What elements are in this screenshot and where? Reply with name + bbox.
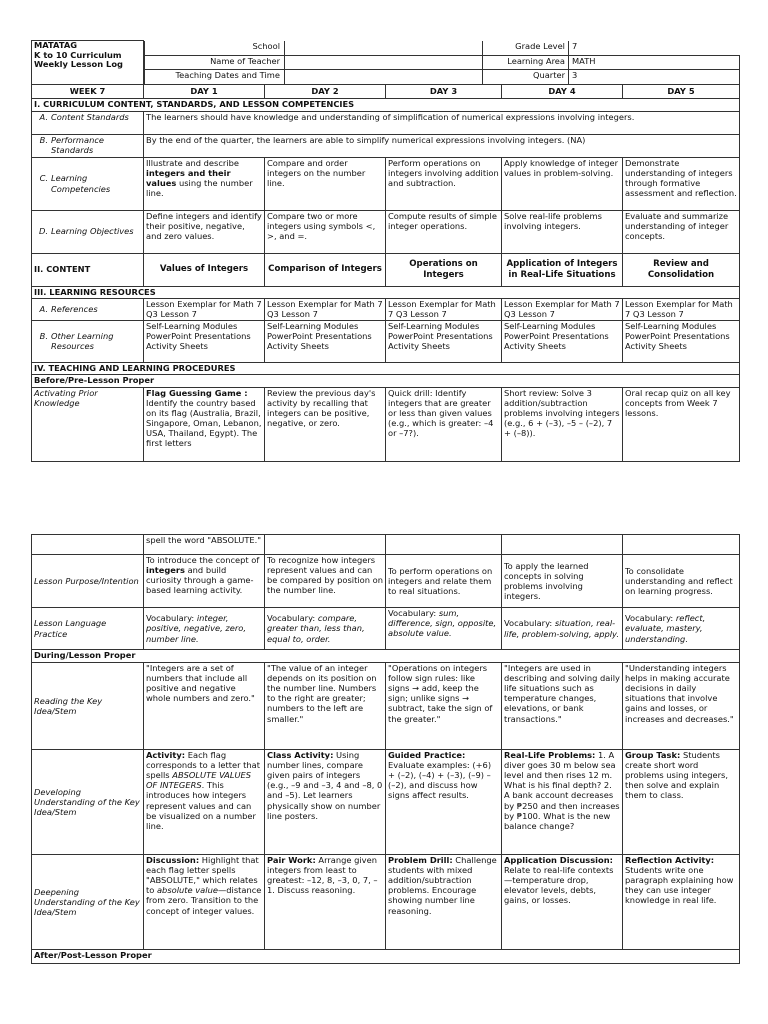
deepening-day-5-bold: Reflection Activity: [625, 855, 715, 865]
purpose-day-1-bold: integers [146, 565, 185, 576]
objective-day-2: Compare two or more integers using symbols <, >, and =. [265, 210, 386, 253]
purpose-label: Lesson Purpose/Intention [32, 555, 144, 608]
learning-competencies-label [32, 157, 144, 210]
header-row-3 [144, 69, 740, 84]
resource-item: PowerPoint Presentations [625, 330, 730, 341]
prior-cont-day-5 [623, 535, 740, 555]
vocabulary-prefix: Vocabulary: [267, 613, 318, 624]
competency-day-4: Apply knowledge of integer values in problem-solving. [502, 157, 623, 210]
competency-day-3: Perform operations on integers involving addition and subtraction. [386, 157, 502, 210]
prior-day-4: Short review: Solve 3 addition/subtraction problems involving integers (e.g., 6 + (–3), –5 – (–2), 7 + (–8)). [502, 387, 623, 461]
vocabulary-prefix: Vocabulary: [504, 618, 555, 629]
vocabulary-prefix: Vocabulary: [625, 613, 676, 624]
other-resources-prefix: B. [39, 330, 48, 341]
section-2-title: II. CONTENT [32, 253, 144, 286]
purpose-day-1-pre: To introduce the concept of [146, 555, 260, 565]
reference-day-3: Lesson Exemplar for Math 7 Q3 Lesson 7 [386, 298, 502, 320]
purpose-day-1-post: and build curiosity through a game-based learning activity. [146, 565, 254, 596]
developing-day-2-bold: Class Activity: [267, 750, 334, 760]
competency-day-2: Compare and order integers on the number line. [265, 157, 386, 210]
language-day-3 [386, 608, 502, 650]
grade-level-label: Grade Level [483, 41, 569, 55]
day-4-header: DAY 4 [502, 84, 623, 98]
deepening-day-3 [386, 855, 502, 950]
lesson-log-table-page-1 [31, 40, 740, 462]
deepening-day-4 [502, 855, 623, 950]
learning-objectives-prefix: D. [38, 226, 48, 237]
deepening-label: Deepening Understanding of the Key Idea/Stem [32, 855, 144, 950]
deepening-day-1-ital: absolute value [156, 885, 218, 896]
resources-day-5 [623, 320, 740, 362]
competency-day-1-pre: Illustrate and describe [146, 157, 239, 168]
dates-field[interactable] [285, 70, 483, 84]
content-standards-prefix: A. [39, 111, 48, 122]
section-1-title: I. CURRICULUM CONTENT, STANDARDS, AND LESSON COMPETENCIES [32, 98, 740, 111]
key-idea-day-5: "Understanding integers helps in making accurate decisions in daily situations that involve gains and losses, or increases and decreases." [623, 663, 740, 750]
learning-area-label: Learning Area [483, 56, 569, 69]
teacher-field[interactable] [285, 56, 483, 69]
purpose-day-1 [144, 555, 265, 608]
vocabulary-day-3: sum, difference, sign, opposite, absolute value. [388, 608, 497, 639]
developing-label: Developing Understanding of the Key Idea/Stem [32, 750, 144, 855]
resource-item: PowerPoint Presentations [146, 330, 251, 341]
learning-competencies-prefix: C. [39, 173, 48, 184]
header-curriculum: K to 10 Curriculum [34, 49, 122, 60]
prior-cont-day-2 [265, 535, 386, 555]
resource-item: PowerPoint Presentations [267, 330, 372, 341]
developing-day-4 [502, 750, 623, 855]
language-practice-label: Lesson Language Practice [32, 608, 144, 650]
language-day-2 [265, 608, 386, 650]
content-day-3: Operations on Integers [386, 253, 502, 286]
developing-day-5-bold: Group Task: [625, 750, 681, 760]
resource-item: Self-Learning Modules [504, 320, 596, 331]
purpose-day-2: To recognize how integers represent values and can be compared by position on the number line. [265, 555, 386, 608]
developing-day-1-post: . This introduces how integers represent values and can be visualized on a number line. [146, 780, 256, 831]
prior-cont-label [32, 535, 144, 555]
day-5-header: DAY 5 [623, 84, 740, 98]
developing-day-3-bold: Guided Practice: [388, 750, 466, 760]
resources-day-4 [502, 320, 623, 362]
resource-item: Activity Sheets [146, 340, 208, 351]
school-field[interactable] [285, 41, 483, 55]
reference-day-4: Lesson Exemplar for Math 7 Q3 Lesson 7 [502, 298, 623, 320]
other-resources-label-text: Other Learning Resources [51, 330, 114, 351]
day-2-header: DAY 2 [265, 84, 386, 98]
learning-objectives-label [32, 210, 144, 253]
developing-day-5 [623, 750, 740, 855]
day-3-header: DAY 3 [386, 84, 502, 98]
developing-day-5-text: Students create short word problems using integers, then solve and explain them to class. [625, 750, 729, 801]
content-day-5: Review and Consolidation [623, 253, 740, 286]
deepening-day-2-text: Arrange given integers from least to greatest: –12, 8, –3, 0, 7, –1. Discuss reasoning. [267, 855, 378, 896]
deepening-day-5-text: Students write one paragraph explaining how they can use integer knowledge in real life. [625, 865, 734, 906]
performance-standards-prefix: B. [39, 134, 48, 145]
resource-item: Activity Sheets [625, 340, 687, 351]
vocabulary-day-2: compare, greater than, less than, equal to, order. [267, 613, 365, 644]
developing-day-3 [386, 750, 502, 855]
purpose-day-3: To perform operations on integers and relate them to real situations. [386, 555, 502, 608]
prior-day-1-continued: spell the word "ABSOLUTE." [144, 535, 265, 555]
objective-day-4: Solve real-life problems involving integers. [502, 210, 623, 253]
teacher-label: Name of Teacher [144, 56, 285, 69]
references-label-text: References [51, 303, 98, 314]
competency-day-1-bold: integers and their values [146, 167, 231, 188]
key-idea-day-4: "Integers are used in describing and solving daily life situations such as temperature changes, elevations, or bank transactions." [502, 663, 623, 750]
deepening-day-1-pre: Highlight that each flag letter spells "ABSOLUTE," which relates to [146, 855, 259, 896]
section-4-title: IV. TEACHING AND LEARNING PROCEDURES [32, 362, 740, 374]
vocabulary-day-1: integer, positive, negative, zero, number line. [146, 613, 246, 644]
before-lesson-heading: Before/Pre-Lesson Proper [32, 374, 740, 387]
language-day-1 [144, 608, 265, 650]
prior-day-1-bold: Flag Guessing Game : [146, 387, 248, 398]
competency-day-5: Demonstrate understanding of integers through formative assessment and reflection. [623, 157, 740, 210]
during-lesson-heading: During/Lesson Proper [32, 650, 740, 663]
references-label [32, 298, 144, 320]
content-day-2: Comparison of Integers [265, 253, 386, 286]
deepening-day-2-bold: Pair Work: [267, 855, 316, 865]
resources-day-1 [144, 320, 265, 362]
deepening-day-5 [623, 855, 740, 950]
after-lesson-heading: After/Post-Lesson Proper [32, 950, 740, 964]
vocabulary-prefix: Vocabulary: [146, 613, 197, 624]
performance-standards-label [32, 134, 144, 157]
deepening-day-2 [265, 855, 386, 950]
prior-cont-day-4 [502, 535, 623, 555]
quarter-field[interactable]: 3 [572, 69, 578, 80]
purpose-day-4: To apply the learned concepts in solving problems involving integers. [502, 555, 623, 608]
content-day-4: Application of Integers in Real-Life Situations [502, 253, 623, 286]
resource-item: Activity Sheets [388, 340, 450, 351]
dates-label: Teaching Dates and Time [144, 70, 285, 84]
developing-day-1 [144, 750, 265, 855]
prior-day-3: Quick drill: Identify integers that are greater or less than given values (e.g., which is greater: –4 or –7?). [386, 387, 502, 461]
header-fields [144, 41, 740, 56]
deepening-day-4-text: Relate to real-life contexts—temperature drop, elevator levels, debts, gains, or losses. [504, 865, 614, 906]
week-label: WEEK 7 [32, 84, 144, 98]
header-org: MATATAG [34, 40, 78, 50]
developing-day-4-bold: Real-Life Problems: [504, 750, 596, 760]
references-prefix: A. [39, 303, 48, 314]
developing-day-1-pre: Each flag corresponds to a letter that spells [146, 750, 260, 781]
reference-day-2: Lesson Exemplar for Math 7 Q3 Lesson 7 [265, 298, 386, 320]
content-standards-text: The learners should have knowledge and understanding of simplification of numerical expressions involving integers. [144, 111, 740, 134]
quarter-label: Quarter [483, 70, 569, 84]
prior-day-1-text: Identify the country based on its flag (Australia, Brazil, Singapore, Oman, Lebanon, USA, Thailand, Egypt). The first letters [146, 397, 262, 449]
developing-day-2 [265, 750, 386, 855]
key-idea-label: Reading the Key Idea/Stem [32, 663, 144, 750]
deepening-day-1-post: —distance from zero. Transition to the concept of integer values. [146, 885, 262, 916]
developing-day-3-text: Evaluate examples: (+6) + (–2), (–4) + (–3), (–9) – (–2), and discuss how signs affect results. [388, 760, 492, 801]
header-row-2 [144, 55, 740, 69]
prior-cont-day-3 [386, 535, 502, 555]
prior-knowledge-label: Activating Prior Knowledge [32, 387, 144, 461]
resource-item: Activity Sheets [267, 340, 329, 351]
learning-objectives-label-text: Learning Objectives [51, 226, 134, 237]
learning-competencies-label-text: Learning Competencies [51, 173, 111, 194]
prior-day-1 [144, 387, 265, 461]
lesson-log-table-page-2 [31, 534, 740, 964]
developing-day-1-bold: Activity: [146, 750, 186, 760]
deepening-day-1 [144, 855, 265, 950]
vocabulary-day-5: reflect, evaluate, mastery, understanding. [625, 613, 706, 644]
competency-day-1-post: using the number line. [146, 177, 253, 198]
key-idea-day-1: "Integers are a set of numbers that include all positive and negative whole numbers and zero." [144, 663, 265, 750]
section-3-title: III. LEARNING RESOURCES [32, 286, 740, 298]
key-idea-day-2: "The value of an integer depends on its position on the number line. Numbers to the right are greater; numbers to the left are smaller." [265, 663, 386, 750]
developing-day-2-text: Using number lines, compare given pairs of integers (e.g., –9 and –3, 4 and –8, 0 and –5). Let learners physically show on number line posters. [267, 750, 383, 821]
vocabulary-day-4: situation, real-life, problem-solving, apply. [504, 618, 619, 639]
content-day-1: Values of Integers [144, 253, 265, 286]
developing-day-4-text: 1. A diver goes 30 m below sea level and then rises 12 m. What is his final depth? 2. A bank account decreases by ₱250 and then increases by ₱100. What is the new balance change? [504, 750, 620, 831]
header-log-title: Weekly Lesson Log [34, 59, 123, 70]
language-day-5 [623, 608, 740, 650]
resource-item: Activity Sheets [504, 340, 566, 351]
competency-day-1 [144, 157, 265, 210]
vocabulary-prefix: Vocabulary: [388, 608, 439, 618]
purpose-day-5: To consolidate understanding and reflect on learning progress. [623, 555, 740, 608]
objective-day-3: Compute results of simple integer operations. [386, 210, 502, 253]
resource-item: Self-Learning Modules [388, 320, 480, 331]
performance-standards-text: By the end of the quarter, the learners are able to simplify numerical expressions involving integers. (NA) [144, 134, 740, 157]
reference-day-1: Lesson Exemplar for Math 7 Q3 Lesson 7 [144, 298, 265, 320]
resource-item: Self-Learning Modules [146, 320, 238, 331]
key-idea-day-3: "Operations on integers follow sign rules: like signs → add, keep the sign; unlike signs → subtract, take the sign of the greater." [386, 663, 502, 750]
deepening-day-4-bold: Application Discussion: [504, 855, 613, 865]
reference-day-5: Lesson Exemplar for Math 7 Q3 Lesson 7 [623, 298, 740, 320]
content-standards-label-text: Content Standards [51, 111, 129, 122]
content-standards-label [32, 111, 144, 134]
resources-day-2 [265, 320, 386, 362]
school-label: School [144, 41, 285, 55]
day-1-header: DAY 1 [144, 84, 265, 98]
resources-day-3 [386, 320, 502, 362]
objective-day-1: Define integers and identify their positive, negative, and zero values. [144, 210, 265, 253]
language-day-4 [502, 608, 623, 650]
resource-item: PowerPoint Presentations [504, 330, 609, 341]
prior-day-5: Oral recap quiz on all key concepts from Week 7 lessons. [623, 387, 740, 461]
objective-day-5: Evaluate and summarize understanding of integer concepts. [623, 210, 740, 253]
deepening-day-1-bold: Discussion: [146, 855, 200, 865]
header-title-block [32, 41, 144, 85]
resource-item: Self-Learning Modules [267, 320, 359, 331]
day-header-row [32, 84, 740, 98]
prior-day-2: Review the previous day's activity by recalling that integers can be positive, negative, or zero. [265, 387, 386, 461]
resource-item: Self-Learning Modules [625, 320, 717, 331]
grade-level-field[interactable]: 7 [572, 40, 578, 51]
deepening-day-3-text: Challenge students with mixed addition/subtraction problems. Encourage showing number line reasoning. [388, 855, 497, 916]
other-resources-label [32, 320, 144, 362]
developing-day-1-ital: ABSOLUTE VALUES OF INTEGERS [146, 770, 252, 791]
resource-item: PowerPoint Presentations [388, 330, 493, 341]
performance-standards-label-text: Performance Standards [51, 134, 105, 155]
learning-area-field[interactable]: MATH [572, 55, 596, 66]
deepening-day-3-bold: Problem Drill: [388, 855, 453, 865]
